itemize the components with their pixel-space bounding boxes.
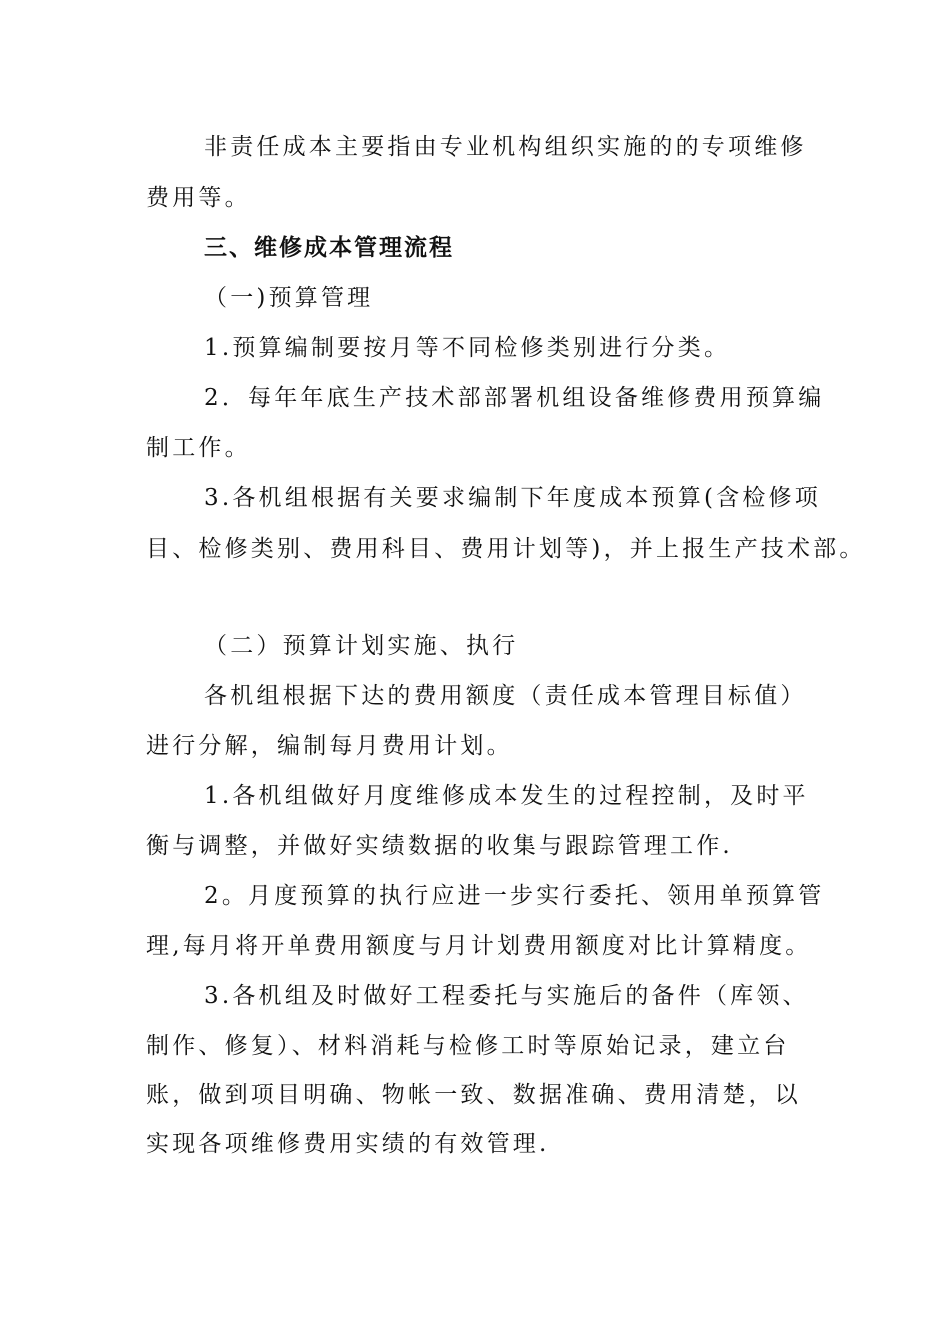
list-item: 2．每年年底生产技术部部署机组设备维修费用预算编 (204, 385, 825, 411)
paragraph-line: 非责任成本主要指由专业机构组织实施的的专项维修 (204, 134, 807, 160)
section-heading: 三、维修成本管理流程 (204, 235, 454, 261)
list-item: 1.预算编制要按月等不同检修类别进行分类。 (204, 335, 731, 361)
list-item-continuation: 衡与调整，并做好实绩数据的收集与跟踪管理工作. (146, 833, 733, 859)
list-item-continuation: 理,每月将开单费用额度与月计划费用额度对比计算精度。 (146, 933, 812, 959)
list-item-continuation: 制工作。 (146, 435, 251, 461)
subsection-heading: （二）预算计划实施、执行 (204, 633, 519, 659)
list-item: 3.各机组根据有关要求编制下年度成本预算(含检修项 (204, 485, 821, 511)
paragraph-line: 各机组根据下达的费用额度（责任成本管理目标值） (204, 683, 807, 709)
list-item-continuation: 目、检修类别、费用科目、费用计划等)，并上报生产技术部。 (146, 536, 866, 562)
paragraph-line: 进行分解，编制每月费用计划。 (146, 733, 513, 759)
subsection-heading: （一)预算管理 (204, 285, 374, 311)
list-item: 1.各机组做好月度维修成本发生的过程控制，及时平 (204, 783, 809, 809)
list-item: 2。月度预算的执行应进一步实行委托、领用单预算管 (204, 883, 825, 909)
paragraph-line: 费用等。 (146, 185, 251, 211)
list-item-continuation: 实现各项维修费用实绩的有效管理. (146, 1131, 550, 1157)
list-item-continuation: 制作、修复）、材料消耗与检修工时等原始记录，建立台 (146, 1033, 790, 1059)
list-item: 3.各机组及时做好工程委托与实施后的备件（库领、 (204, 983, 809, 1009)
list-item-continuation: 账，做到项目明确、物帐一致、数据准确、费用清楚，以 (146, 1082, 801, 1108)
